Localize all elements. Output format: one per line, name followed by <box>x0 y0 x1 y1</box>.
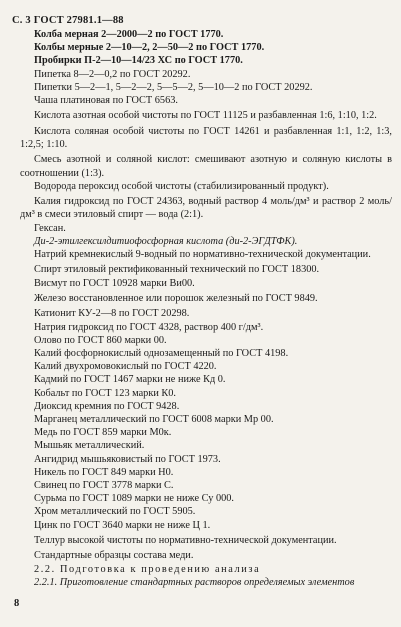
text-line: Пробирки П-2—10—14/23 ХС по ГОСТ 1770. <box>34 55 243 67</box>
text-line: Медь по ГОСТ 859 марки М0к. <box>34 427 172 439</box>
text-line: 2.2.1. Приготовление стандартных растворов определяемых элементов <box>34 576 355 588</box>
text-line: Цинк по ГОСТ 3640 марки не ниже Ц 1. <box>34 519 211 531</box>
text-line: Диоксид кремния по ГОСТ 9428. <box>34 400 180 412</box>
text-line: Калий фосфорнокислый однозамещенный по ГОСТ 4198. <box>34 347 289 359</box>
text-line: Смесь азотной и соляной кислот: смешивают азотную и соляную кислоты в соотношении (1:3). <box>20 154 392 179</box>
text-line: Колбы мерные 2—10—2, 2—50—2 по ГОСТ 1770. <box>34 42 265 54</box>
text-line: 2.2. Подготовка к проведению анализа <box>34 563 261 575</box>
text-line: Катионит КУ-2—8 по ГОСТ 20298. <box>34 308 190 320</box>
text-line: Калий двухромовокислый по ГОСТ 4220. <box>34 361 217 373</box>
text-line: Натрий кремнекислый 9-водный по нормативно-технической документации. <box>34 249 371 260</box>
text-line: Свинец по ГОСТ 3778 марки С. <box>34 480 174 492</box>
text-line: Мышьяк металлический. <box>34 440 145 452</box>
text-line: Ангидрид мышьяковистый по ГОСТ 1973. <box>34 453 221 465</box>
text-line: Железо восстановленное или порошок железный по ГОСТ 9849. <box>34 292 318 304</box>
text-line: Кислота азотная особой чистоты по ГОСТ 11125 и разбавленная 1:6, 1:10, 1:2. <box>34 110 377 122</box>
text-line: Ди-2-этилгексилдитиофосфорная кислота (ди-2-ЭГДТФК). <box>34 235 298 247</box>
text-line: Колба мерная 2—2000—2 по ГОСТ 1770. <box>34 29 224 40</box>
text-line: Никель по ГОСТ 849 марки Н0. <box>34 466 174 478</box>
text-line: Натрия гидроксид по ГОСТ 4328, раствор 400 г/дм³. <box>34 321 264 333</box>
text-line: Кислота соляная особой чистоты по ГОСТ 14261 и разбавленная 1:1, 1:2, 1:3, 1:2,5; 1:10. <box>20 125 392 150</box>
text-line: Хром металлический по ГОСТ 5905. <box>34 506 196 518</box>
text-line: Висмут по ГОСТ 10928 марки Ви00. <box>34 277 195 289</box>
text-line: Стандартные образцы состава меди. <box>34 550 194 562</box>
text-line: Пипетки 5—2—1, 5—2—2, 5—5—2, 5—10—2 по ГОСТ 20292. <box>34 81 313 93</box>
text-line: Водорода пероксид особой чистоты (стабилизированный продукт). <box>34 180 329 192</box>
text-line: Сурьма по ГОСТ 1089 марки не ниже Су 000. <box>34 493 234 505</box>
page-number: 8 <box>14 598 20 609</box>
text-line: Пипетка 8—2—0,2 по ГОСТ 20292. <box>34 68 191 80</box>
page-header: С. 3 ГОСТ 27981.1—88 <box>12 15 124 26</box>
text-line: Спирт этиловый ректификованный технический по ГОСТ 18300. <box>34 264 320 276</box>
text-line: Олово по ГОСТ 860 марки 00. <box>34 334 167 346</box>
document-body <box>20 28 392 589</box>
text-line: Гексан. <box>34 222 66 234</box>
text-line: Теллур высокой чистоты по нормативно-технической документации. <box>34 535 337 547</box>
text-line: Кобальт по ГОСТ 123 марки К0. <box>34 387 177 399</box>
text-line: Марганец металлический по ГОСТ 6008 марки Мр 00. <box>34 414 274 425</box>
text-line: Кадмий по ГОСТ 1467 марки не ниже Кд 0. <box>34 374 226 386</box>
text-line: Калия гидроксид по ГОСТ 24363, водный раствор 4 моль/дм³ и раствор 2 моль/дм³ в смеси этиловый спирт — вода (2:1). <box>20 196 392 221</box>
text-line: Чаша платиновая по ГОСТ 6563. <box>34 95 178 107</box>
